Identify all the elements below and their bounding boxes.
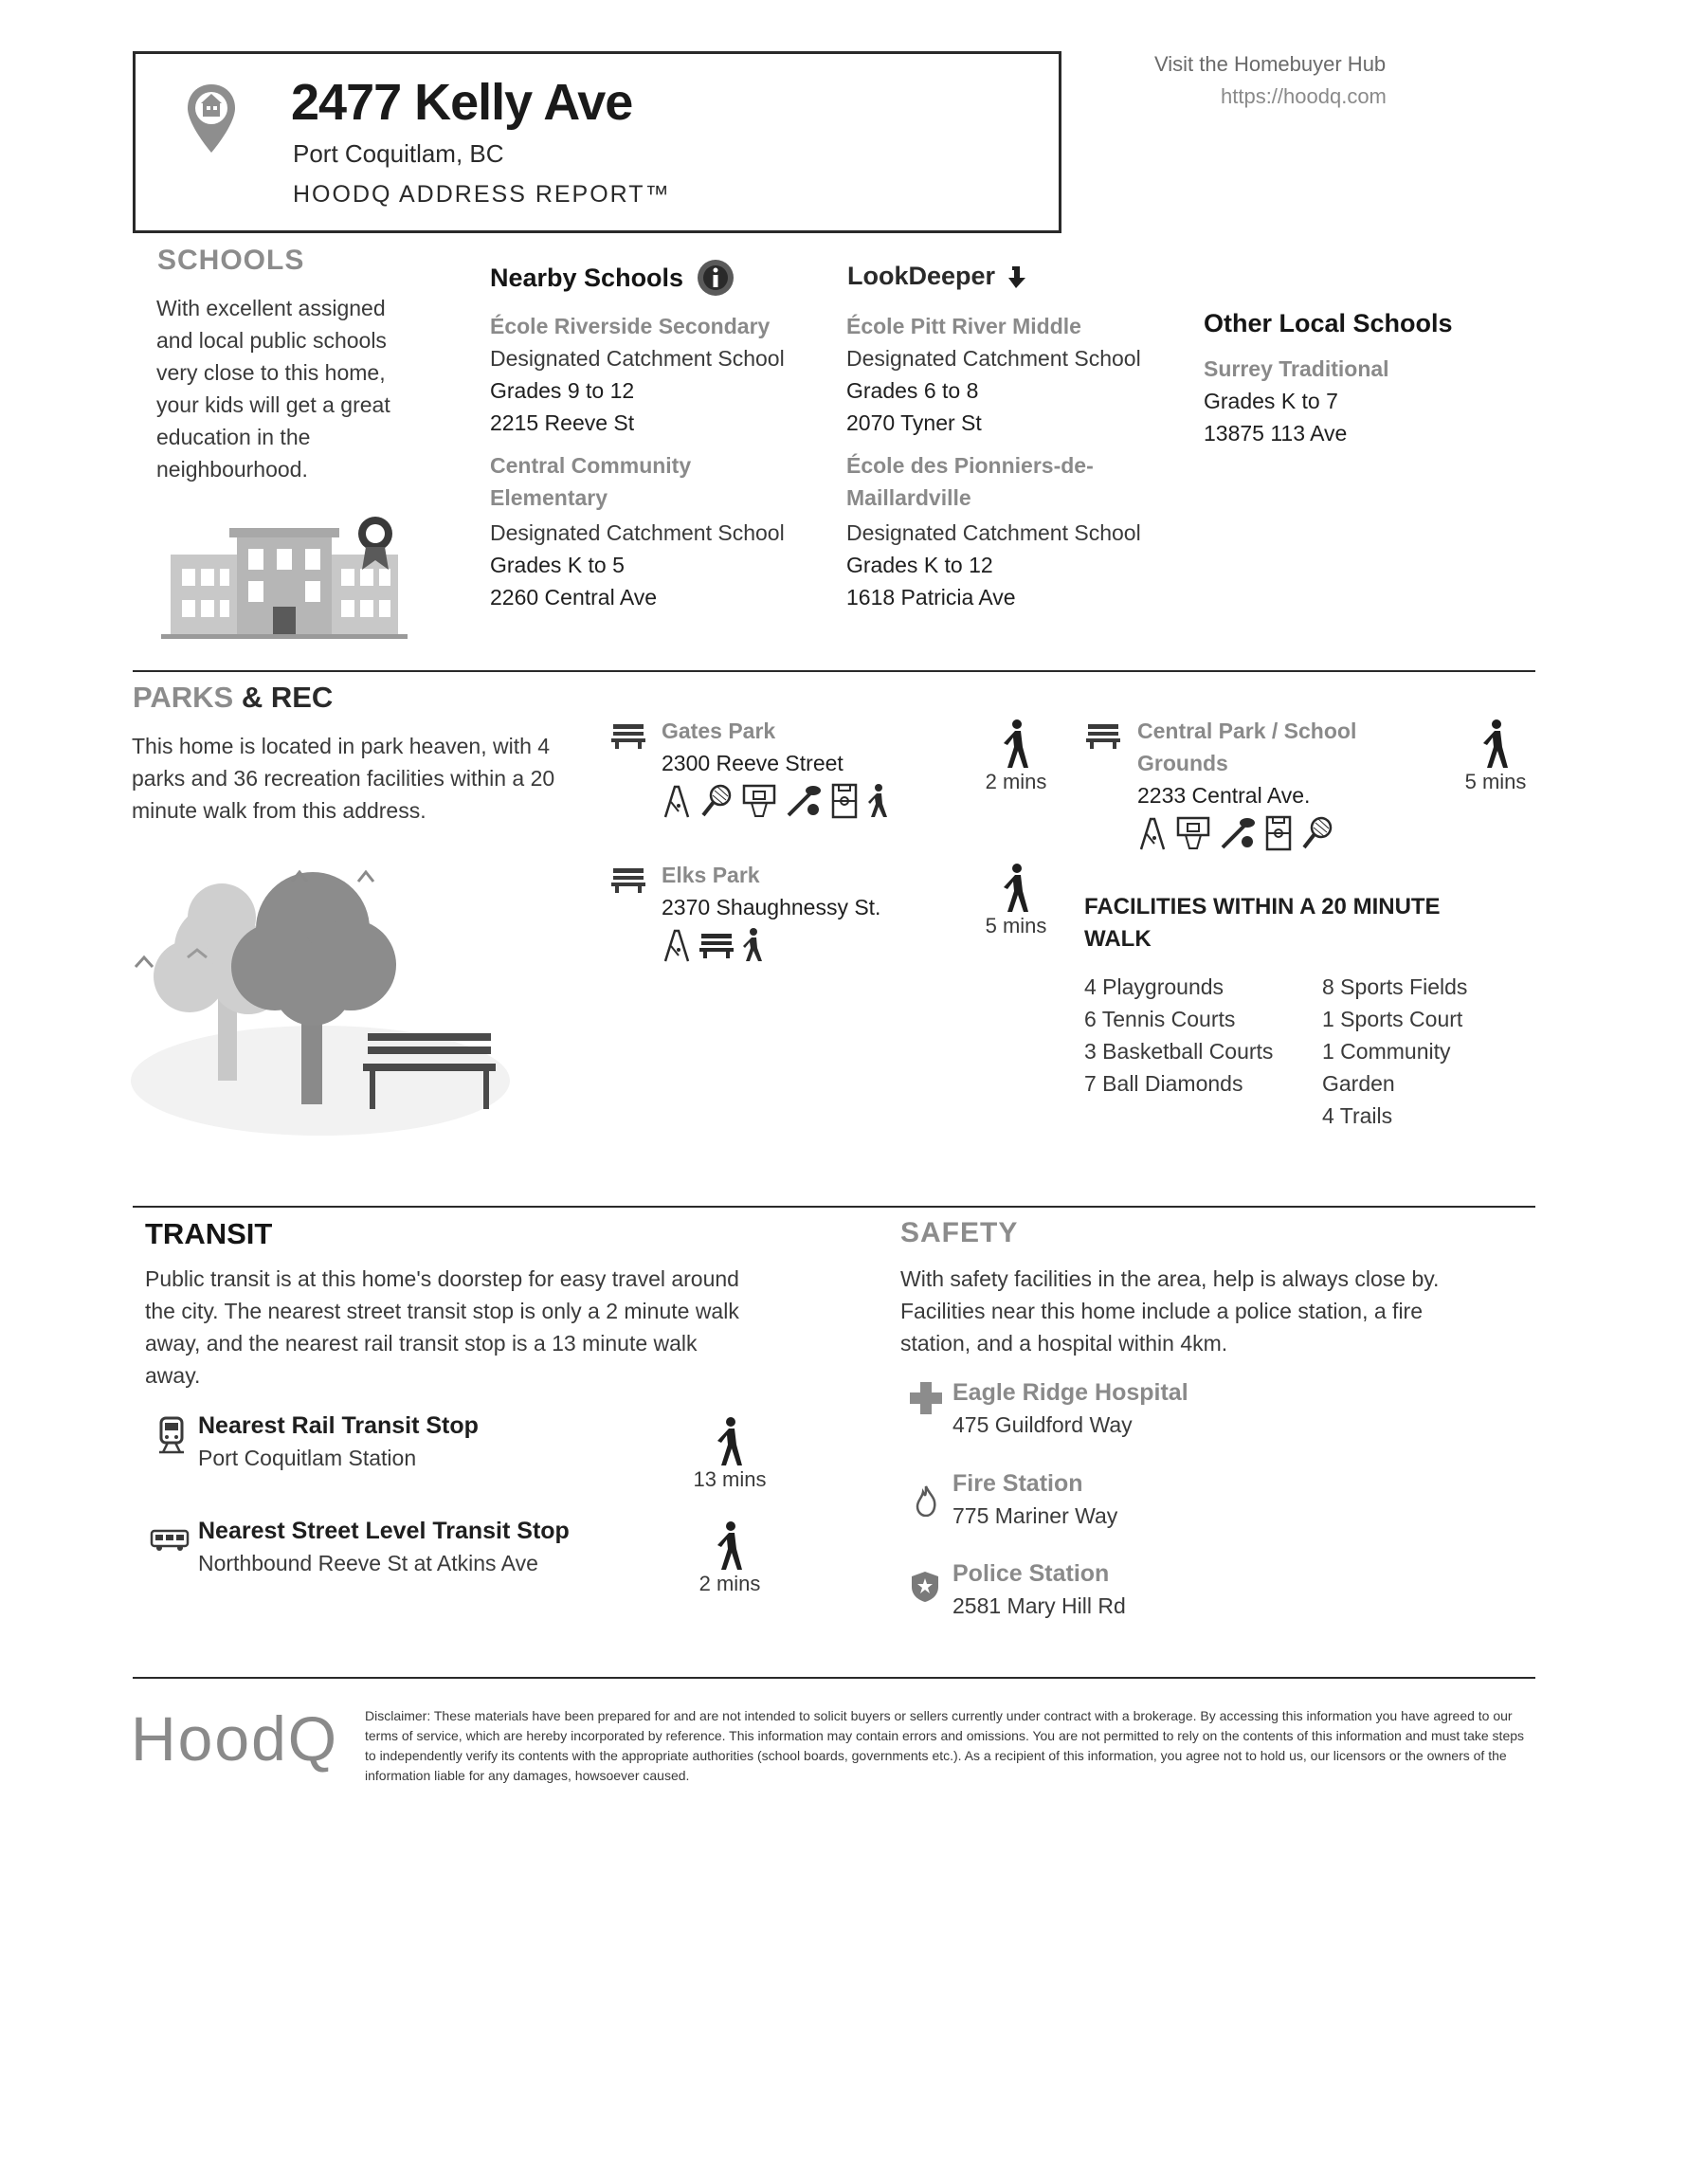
park-address: 2233 Central Ave.: [1137, 783, 1311, 808]
walking-person-icon: [978, 719, 1054, 770]
parks-title-part1: PARKS: [133, 681, 234, 714]
park-name: Elks Park: [662, 863, 760, 887]
park-amenity-icons: [662, 927, 974, 963]
facility-item: 4 Playgrounds: [1084, 974, 1224, 999]
safety-title: SAFETY: [900, 1217, 1019, 1248]
school-name: Central Community Elementary: [490, 453, 692, 510]
school-card-5: [1204, 353, 1488, 449]
walk-time-2: [978, 863, 1054, 938]
fire-icon: [914, 1484, 938, 1517]
school-address: 2215 Reeve St: [490, 410, 635, 435]
walk-time: 5 mins: [985, 914, 1047, 937]
transit-title: TRANSIT: [145, 1217, 273, 1250]
section-divider: [133, 1677, 1535, 1679]
facilities-col-2: [1322, 971, 1502, 1132]
facility-item: 3 Basketball Courts: [1084, 1039, 1274, 1064]
ball-diamond-icon: [1219, 815, 1257, 851]
tennis-icon: [1300, 815, 1334, 851]
school-type: Designated Catchment School: [846, 520, 1141, 545]
walk-time: 5 mins: [1464, 770, 1527, 793]
other-schools-title: Other Local Schools: [1204, 309, 1453, 337]
fire-station-info: [952, 1467, 1332, 1532]
basketball-icon: [1175, 815, 1211, 851]
fire-station-address: 775 Mariner Way: [952, 1503, 1118, 1528]
school-name: Surrey Traditional: [1204, 356, 1389, 381]
school-card-4: [846, 449, 1159, 514]
facility-item: 7 Ball Diamonds: [1084, 1071, 1243, 1096]
walking-person-icon: [1458, 719, 1533, 770]
info-icon[interactable]: [697, 259, 735, 297]
walk-time: 2 mins: [985, 770, 1047, 793]
parks-title: [133, 681, 333, 715]
property-address: 2477 Kelly Ave: [291, 74, 633, 131]
lookdeeper-heading[interactable]: [847, 262, 1029, 291]
homebuyer-hub-text: Visit the Homebuyer Hub: [1154, 52, 1387, 76]
walk-time-3: [1458, 719, 1533, 794]
park-name: Central Park / School Grounds: [1137, 719, 1357, 775]
police-station-name: Police Station: [952, 1560, 1110, 1587]
train-icon: [157, 1416, 186, 1454]
police-badge-icon: [910, 1570, 940, 1604]
school-grades: Grades K to 5: [490, 553, 625, 577]
school-grades: Grades 9 to 12: [490, 378, 635, 403]
fire-station-name: Fire Station: [952, 1470, 1083, 1497]
playground-icon: [662, 783, 692, 819]
rail-walk-time: [682, 1416, 777, 1492]
school-type: Designated Catchment School: [490, 520, 785, 545]
ball-diamond-icon: [785, 783, 823, 819]
street-walk-time: [682, 1520, 777, 1596]
walking-person-icon: [978, 863, 1054, 914]
schools-description: With excellent assigned and local public schools very close to this home, your kids will get a great education in the neighbourhood.: [156, 296, 390, 482]
walk-time-1: [978, 719, 1054, 794]
hospital-cross-icon: [908, 1380, 944, 1416]
report-title: HOODQ ADDRESS REPORT™: [293, 181, 671, 208]
park-address: 2300 Reeve Street: [662, 751, 844, 775]
facility-item: 1 Sports Court: [1322, 1007, 1463, 1031]
transit-description: Public transit is at this home's doorstep for easy travel around the city. The nearest street transit stop is only a 2 minute walk away, and the nearest rail transit stop is a 13 minute walk away.: [145, 1266, 739, 1388]
property-city: Port Coquitlam, BC: [293, 139, 504, 168]
facilities-title: FACILITIES WITHIN A 20 MINUTE WALK: [1084, 894, 1441, 952]
safety-description: With safety facilities in the area, help is always close by. Facilities near this home include a police station, a fire station, and a hospital within 4km.: [900, 1266, 1440, 1356]
school-card-4-details: [846, 517, 1188, 613]
school-address: 1618 Patricia Ave: [846, 585, 1016, 610]
park-amenity-icons: [1137, 815, 1412, 851]
hospital-info: [952, 1376, 1332, 1441]
facility-item: 8 Sports Fields: [1322, 974, 1468, 999]
location-pin-icon: [185, 82, 238, 155]
street-transit-title: Nearest Street Level Transit Stop: [198, 1518, 570, 1544]
disclaimer-text: Disclaimer: These materials have been prepared for and are not intended to solicit buyers or sellers currently under contract with a brokerage. By accessing this information you have agreed to our terms of service, which are hereby incorporated by reference. This information may contain errors and omissions. You are not permitted to rely on the contents of this information and must take steps to independently verify its contents with the appropriate authorities (school boards, governments etc.). As a recipient of this information, you agree not to hold us, our licensors or the owners of the information liable for any damages, howsoever caused.: [365, 1708, 1525, 1783]
hoodq-logo: HoodQ: [131, 1703, 339, 1774]
school-type: Designated Catchment School: [490, 346, 785, 371]
park-card-3: [1137, 715, 1412, 851]
park-amenity-icons: [662, 783, 974, 819]
section-divider: [133, 670, 1535, 672]
school-address: 2070 Tyner St: [846, 410, 982, 435]
bench-icon: [611, 866, 645, 893]
park-card-1: [662, 715, 974, 819]
park-address: 2370 Shaughnessy St.: [662, 895, 881, 919]
hospital-name: Eagle Ridge Hospital: [952, 1379, 1188, 1406]
school-card-1: [490, 310, 822, 439]
school-card-3: [846, 310, 1188, 439]
homebuyer-hub-link[interactable]: https://hoodq.com: [1221, 84, 1387, 108]
walk-time: 13 mins: [693, 1467, 767, 1491]
school-grades: Grades K to 7: [1204, 389, 1338, 413]
rail-transit-info: [198, 1410, 672, 1474]
playground-icon: [662, 927, 692, 963]
bus-icon: [150, 1528, 190, 1553]
police-station-address: 2581 Mary Hill Rd: [952, 1593, 1126, 1618]
trail-icon: [741, 927, 764, 963]
section-divider: [133, 1206, 1535, 1208]
sports-field-icon: [1264, 815, 1293, 851]
bench-icon: [611, 722, 645, 749]
arrow-down-icon: [1007, 264, 1029, 289]
playground-icon: [1137, 815, 1168, 851]
school-card-2-details: [490, 517, 822, 613]
walking-person-icon: [682, 1416, 777, 1467]
police-station-info: [952, 1557, 1332, 1622]
lookdeeper-title[interactable]: LookDeeper: [847, 262, 996, 290]
school-grades: Grades 6 to 8: [846, 378, 979, 403]
hospital-address: 475 Guildford Way: [952, 1412, 1133, 1437]
school-card-2: [490, 449, 774, 514]
bench-icon: [699, 931, 734, 959]
parks-description: This home is located in park heaven, with 4 parks and 36 recreation facilities within a 20 minute walk from this address.: [132, 734, 555, 823]
school-address: 13875 113 Ave: [1204, 421, 1348, 446]
street-stop-name: Northbound Reeve St at Atkins Ave: [198, 1551, 538, 1575]
school-grades: Grades K to 12: [846, 553, 993, 577]
sports-field-icon: [830, 783, 859, 819]
facility-item: 1 Community Garden: [1322, 1039, 1451, 1096]
facility-item: 4 Trails: [1322, 1103, 1393, 1128]
parks-title-part2: & REC: [241, 681, 334, 714]
bench-icon: [1086, 722, 1120, 749]
school-name: École des Pionniers-de-Maillardville: [846, 453, 1094, 510]
school-building-icon: [161, 517, 408, 640]
school-name: École Riverside Secondary: [490, 314, 771, 338]
park-illustration: [131, 844, 529, 1138]
walk-time: 2 mins: [698, 1572, 761, 1595]
street-transit-info: [198, 1515, 691, 1579]
facility-item: 6 Tennis Courts: [1084, 1007, 1236, 1031]
school-name: École Pitt River Middle: [846, 314, 1081, 338]
walking-person-icon: [682, 1520, 777, 1572]
facilities-col-1: [1084, 971, 1302, 1100]
tennis-icon: [699, 783, 734, 819]
schools-title: SCHOOLS: [157, 245, 305, 276]
rail-transit-title: Nearest Rail Transit Stop: [198, 1412, 479, 1439]
trail-icon: [866, 783, 889, 819]
park-name: Gates Park: [662, 719, 776, 743]
basketball-icon: [741, 783, 777, 819]
park-card-2: [662, 859, 974, 963]
nearby-schools-heading: [490, 259, 735, 297]
school-type: Designated Catchment School: [846, 346, 1141, 371]
nearby-schools-title: Nearby Schools: [490, 263, 684, 292]
address-header-box: [133, 51, 1061, 233]
school-address: 2260 Central Ave: [490, 585, 658, 610]
rail-station-name: Port Coquitlam Station: [198, 1446, 417, 1470]
